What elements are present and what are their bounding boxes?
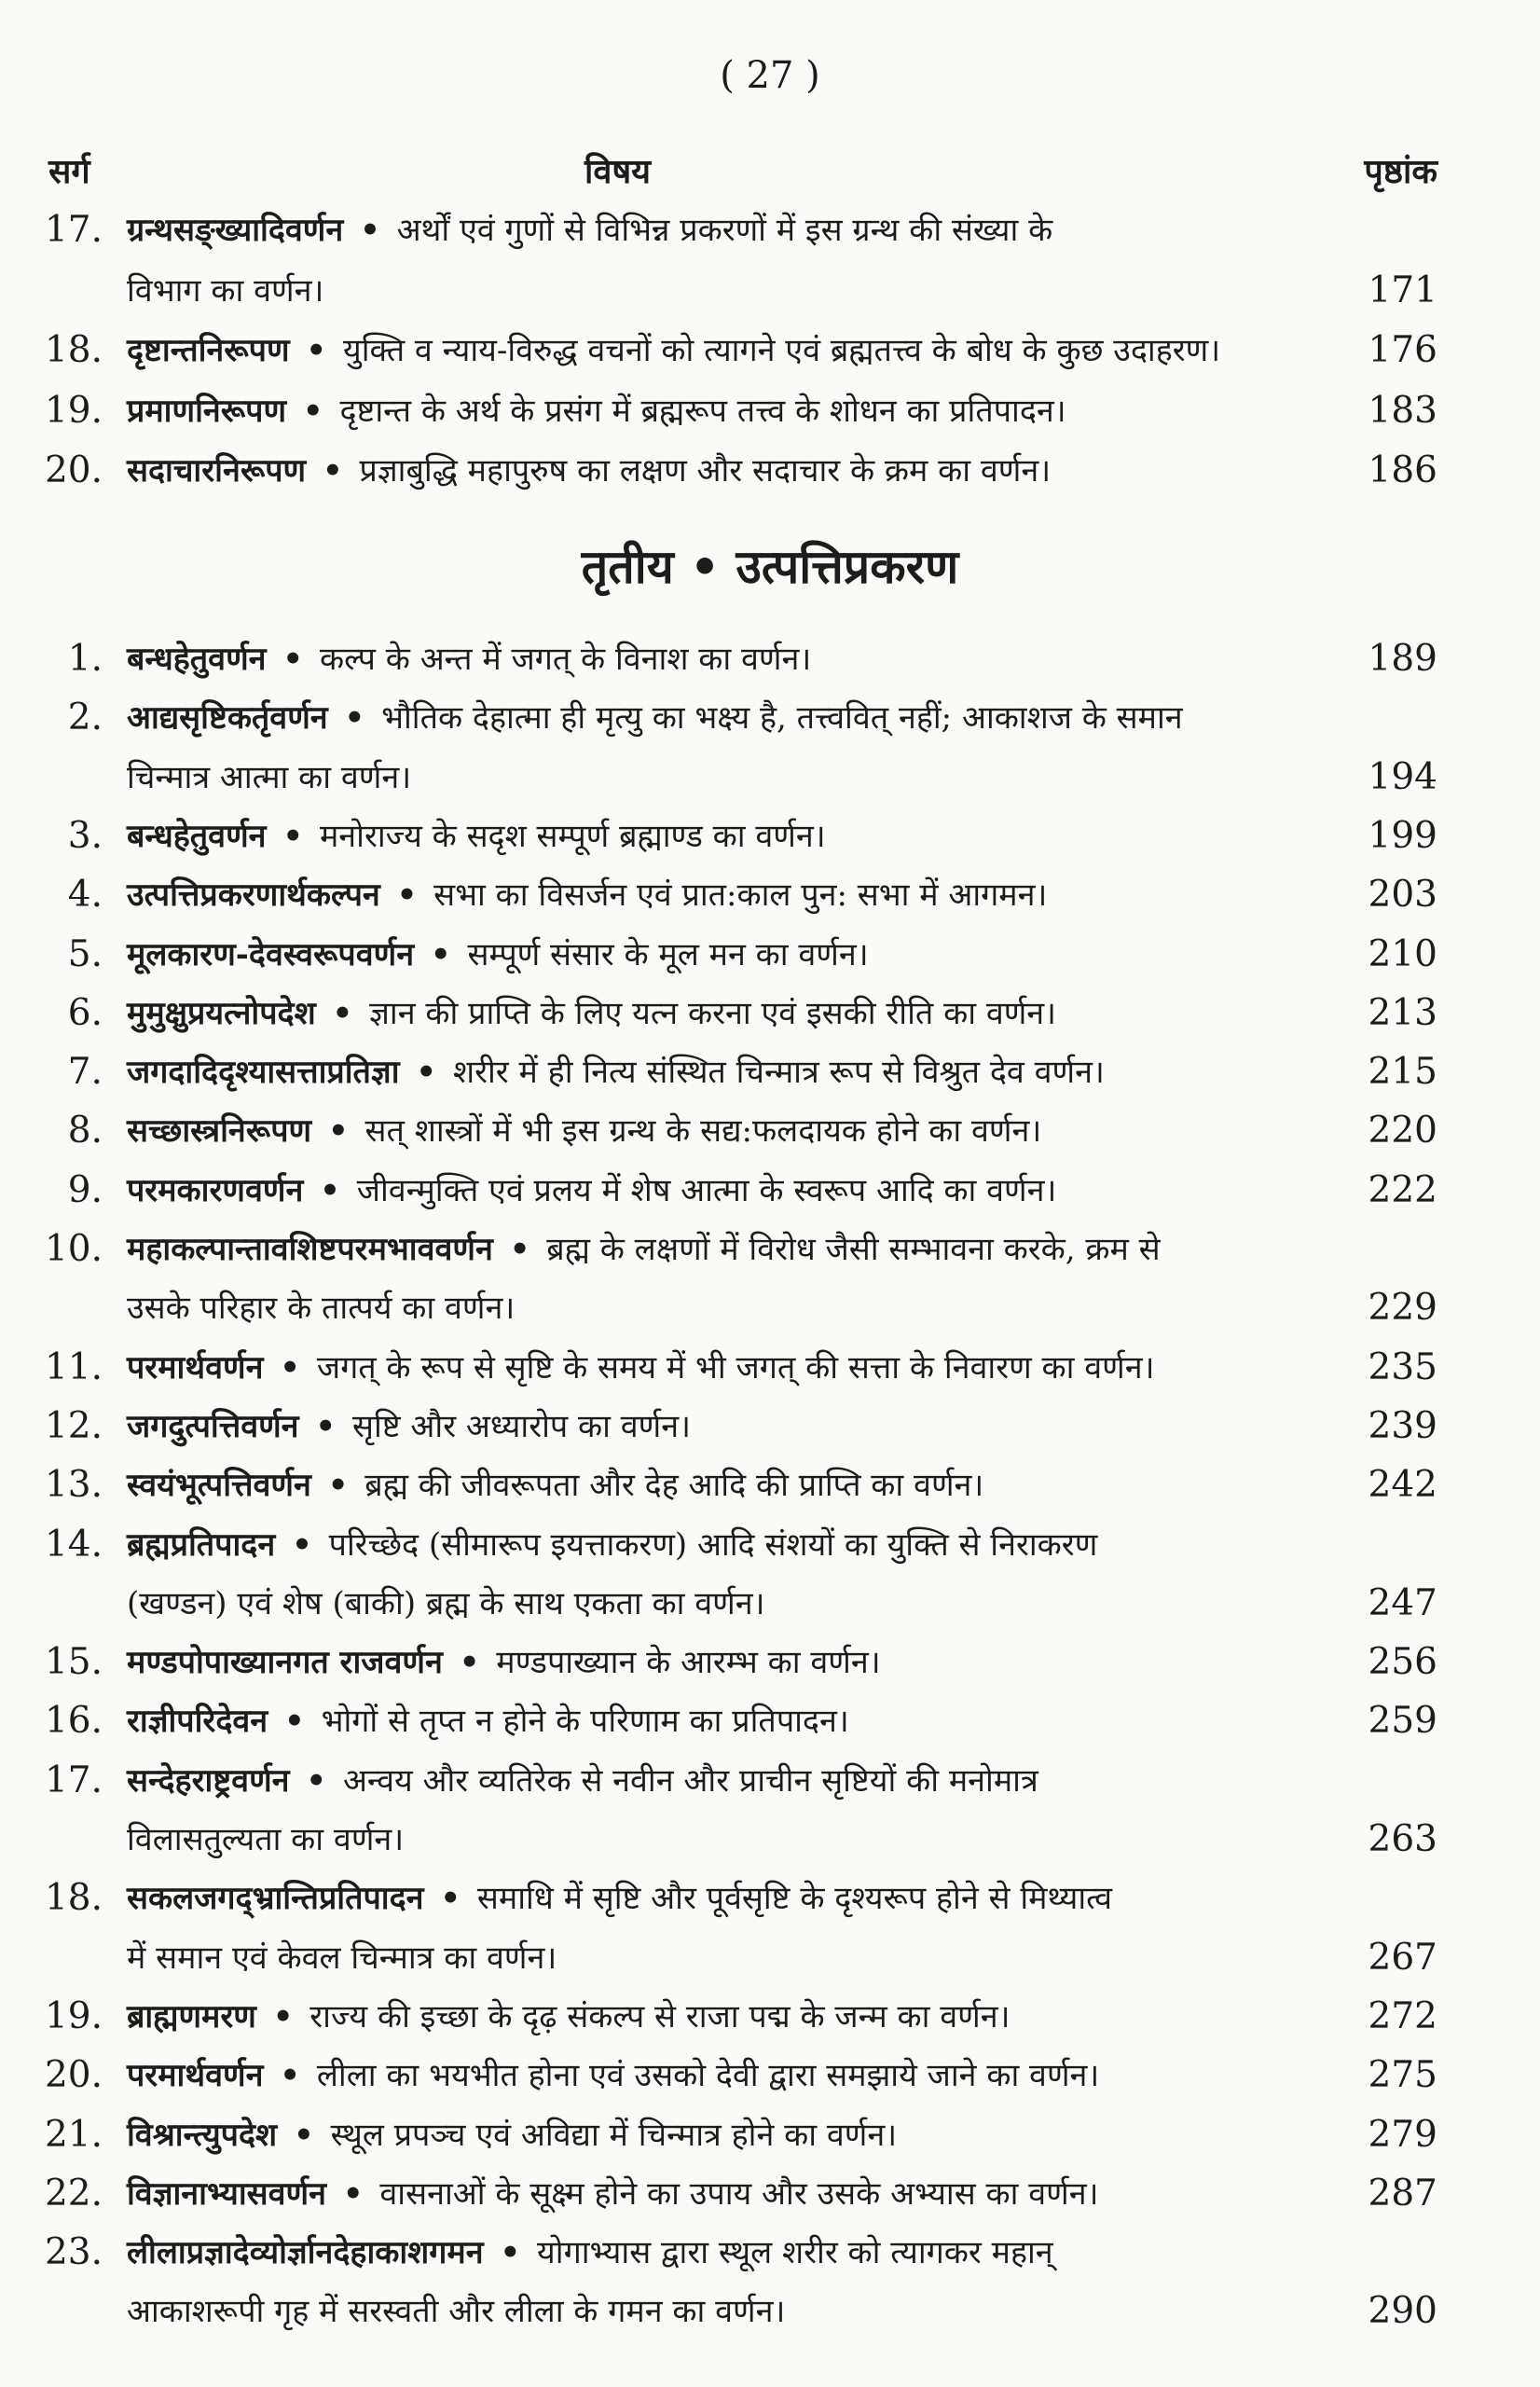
entry-description: परिच्छेद (सीमारूप इयत्ताकरण) आदि संशयों का युक्ति से निराकरण bbox=[328, 1525, 1098, 1564]
header-prishthank: पृष्ठांक bbox=[1364, 152, 1437, 191]
entry-page-number: 210 bbox=[1368, 932, 1437, 975]
entry-number: 18. bbox=[44, 329, 103, 371]
entry-title: जगदादिदृश्यासत्ताप्रतिज्ञा bbox=[127, 1054, 400, 1092]
entry-number: 14. bbox=[44, 1523, 103, 1566]
entry-page-number: 203 bbox=[1368, 874, 1437, 917]
entry-title: विश्रान्त्युपदेश bbox=[127, 2116, 278, 2154]
entry-title: मण्डपोपाख्यानगत राजवर्णन bbox=[127, 1644, 443, 1682]
entry-title: ब्राह्मणमरण bbox=[127, 1997, 256, 2035]
entry-page-number: 183 bbox=[1368, 389, 1437, 432]
entry-text-line bbox=[127, 382, 1066, 440]
header-sarg: सर्ग bbox=[48, 152, 90, 191]
bullet-separator: • bbox=[488, 2234, 532, 2272]
entry-description: अर्थों एवं गुणों से विभिन्न प्रकरणों में इस ग्रन्थ की संख्या के bbox=[396, 212, 1053, 249]
entry-text-line: (खण्डन) एवं शेष (बाकी) ब्रह्म के साथ एकता का वर्णन। bbox=[127, 1584, 765, 1622]
entry-description: शरीर में ही नित्य संस्थित चिन्मात्र रूप से विश्रुत देव वर्णन। bbox=[452, 1054, 1105, 1092]
entry-title: जगदुत्पत्तिवर्णन bbox=[127, 1407, 299, 1445]
entry-number: 20. bbox=[44, 2054, 103, 2097]
entry-title: ब्रह्मप्रतिपादन bbox=[127, 1525, 276, 1564]
entry-page-number: 229 bbox=[1368, 1287, 1437, 1330]
entry-description: अन्वय और व्यतिरेक से नवीन और प्राचीन सृष्टियों की मनोमात्र bbox=[342, 1761, 1038, 1800]
entry-text-line bbox=[127, 807, 826, 865]
bullet-separator: • bbox=[292, 392, 335, 430]
entry-text-line bbox=[127, 1102, 1041, 1160]
bullet-separator: • bbox=[405, 1054, 447, 1092]
entry-text-line bbox=[127, 2165, 1098, 2223]
bullet-separator: • bbox=[419, 935, 462, 973]
entry-description: दृष्टान्त के अर्थ के प्रसंग में ब्रह्मरूप तत्त्व के शोधन का प्रतिपादन। bbox=[339, 392, 1066, 430]
entry-page-number: 259 bbox=[1368, 1700, 1437, 1743]
entry-text-line: आकाशरूपी गृह में सरस्वती और लीला के गमन का वर्णन। bbox=[127, 2293, 786, 2331]
entry-number: 18. bbox=[44, 1877, 103, 1920]
entry-number: 23. bbox=[44, 2231, 103, 2274]
entry-description: राज्य की इच्छा के दृढ़ संकल्प से राजा पद्म के जन्म का वर्णन। bbox=[309, 1997, 1011, 2035]
bullet-separator: • bbox=[385, 876, 429, 915]
entry-number: 4. bbox=[67, 874, 103, 917]
entry-page-number: 171 bbox=[1368, 269, 1437, 311]
entry-page-number: 199 bbox=[1368, 814, 1437, 857]
entry-title: महाकल्पान्तावशिष्टपरमभाववर्णन bbox=[127, 1231, 493, 1268]
entry-number: 20. bbox=[44, 449, 103, 491]
entry-title: परमकारणवर्णन bbox=[127, 1171, 304, 1209]
entry-description: सम्पूर्ण संसार के मूल मन का वर्णन। bbox=[467, 935, 869, 973]
entry-page-number: 267 bbox=[1368, 1936, 1437, 1979]
entry-title: लीलाप्रज्ञादेव्योर्ज्ञानदेहाकाशगमन bbox=[127, 2234, 484, 2272]
entry-page-number: 287 bbox=[1368, 2172, 1437, 2215]
entry-number: 19. bbox=[44, 389, 103, 432]
entry-page-number: 263 bbox=[1368, 1818, 1437, 1860]
section-heading: तृतीय • उत्पत्तिप्रकरण bbox=[581, 539, 959, 594]
entry-description: मनोराज्य के सदृश सम्पूर्ण ब्रह्माण्ड का वर्णन। bbox=[319, 817, 826, 855]
entry-description: युक्ति व न्याय-विरुद्ध वचनों को त्यागने एवं ब्रह्मतत्त्व के बोध के कुछ उदाहरण। bbox=[342, 332, 1221, 369]
entry-page-number: 186 bbox=[1368, 449, 1437, 491]
entry-page-number: 194 bbox=[1368, 755, 1437, 798]
entry-title: प्रमाणनिरूपण bbox=[127, 392, 287, 430]
entry-text-line bbox=[127, 1339, 1154, 1397]
entry-text-line: चिन्मात्र आत्मा का वर्णन। bbox=[127, 758, 412, 796]
entry-title: उत्पत्तिप्रकरणार्थकल्पन bbox=[127, 876, 380, 915]
entry-title: स्वयंभूत्पत्तिवर्णन bbox=[127, 1467, 311, 1505]
entry-description: प्रज्ञाबुद्धि महापुरुष का लक्षण और सदाचार के क्रम का वर्णन। bbox=[359, 452, 1052, 490]
entry-title: मूलकारण-देवस्वरूपवर्णन bbox=[127, 935, 415, 973]
entry-number: 12. bbox=[44, 1404, 103, 1447]
bullet-separator: • bbox=[429, 1880, 472, 1918]
table-header bbox=[48, 147, 1437, 194]
bullet-separator: • bbox=[271, 817, 314, 855]
entry-description: भोगों से तृप्त न होने के परिणाम का प्रतिपादन। bbox=[321, 1703, 849, 1741]
entry-text-line: उसके परिहार के तात्पर्य का वर्णन। bbox=[127, 1290, 516, 1328]
entry-number: 10. bbox=[44, 1228, 103, 1270]
bullet-separator: • bbox=[268, 2057, 311, 2095]
entry-text-line bbox=[127, 1988, 1011, 2046]
entry-description: ब्रह्म की जीवरूपता और देह आदि की प्राप्ति का वर्णन। bbox=[364, 1467, 984, 1505]
bullet-separator: • bbox=[281, 1525, 323, 1564]
bullet-separator: • bbox=[447, 1644, 491, 1682]
entry-title: विज्ञानाभ्यासवर्णन bbox=[127, 2174, 326, 2213]
entry-description: लीला का भयभीत होना एवं उसको देवी द्वारा समझाये जाने का वर्णन। bbox=[316, 2057, 1100, 2095]
entry-text-line bbox=[127, 1516, 1097, 1574]
bullet-separator: • bbox=[333, 699, 377, 738]
entry-description: ब्रह्म के लक्षणों में विरोध जैसी सम्भावना करके, क्रम से bbox=[546, 1231, 1161, 1268]
entry-title: परमार्थवर्णन bbox=[127, 1348, 264, 1387]
entry-text-line bbox=[127, 1692, 849, 1750]
entry-description: योगाभ्यास द्वारा स्थूल शरीर को त्यागकर महान् bbox=[537, 2234, 1053, 2272]
entry-description: ज्ञान की प्राप्ति के लिए यत्न करना एवं इसकी रीति का वर्णन। bbox=[369, 994, 1057, 1032]
entry-number: 5. bbox=[67, 932, 103, 975]
entry-number: 7. bbox=[67, 1051, 103, 1094]
entry-number: 3. bbox=[67, 814, 103, 857]
entry-page-number: 275 bbox=[1368, 2054, 1437, 2097]
entry-page-number: 220 bbox=[1368, 1110, 1437, 1152]
entry-text-line bbox=[127, 1398, 691, 1456]
entry-title: मुमुक्षुप्रयत्नोपदेश bbox=[127, 994, 316, 1032]
entry-number: 6. bbox=[67, 991, 103, 1034]
entry-title: सच्छास्त्रनिरूपण bbox=[127, 1112, 312, 1151]
header-vishay: विषय bbox=[584, 152, 652, 191]
entry-page-number: 176 bbox=[1368, 329, 1437, 371]
entry-description: स्थूल प्रपञ्च एवं अविद्या में चिन्मात्र होने का वर्णन। bbox=[330, 2116, 898, 2154]
entry-title: दृष्टान्तनिरूपण bbox=[127, 332, 290, 369]
entry-text-line bbox=[127, 2224, 1053, 2282]
entry-text-line: विलासतुल्यता का वर्णन। bbox=[127, 1821, 405, 1858]
entry-number: 21. bbox=[44, 2113, 103, 2156]
bullet-separator: • bbox=[498, 1231, 542, 1268]
entry-number: 19. bbox=[44, 1994, 103, 2037]
entry-text-line bbox=[127, 1456, 983, 1514]
entry-text-line: विभाग का वर्णन। bbox=[127, 271, 324, 310]
entry-text-line bbox=[127, 1162, 1056, 1220]
bullet-separator: • bbox=[317, 1112, 360, 1151]
entry-page-number: 279 bbox=[1368, 2113, 1437, 2156]
entry-page-number: 222 bbox=[1368, 1168, 1437, 1211]
entry-number: 13. bbox=[44, 1464, 103, 1507]
bullet-separator: • bbox=[349, 212, 392, 249]
bullet-separator: • bbox=[316, 1467, 360, 1505]
bullet-separator: • bbox=[282, 2116, 325, 2154]
bullet-separator: • bbox=[309, 1171, 351, 1209]
entry-description: जगत् के रूप से सृष्टि के समय में भी जगत् की सत्ता के निवारण का वर्णन। bbox=[316, 1348, 1155, 1387]
entry-text-line bbox=[127, 201, 1052, 259]
entry-page-number: 247 bbox=[1368, 1581, 1437, 1624]
entry-title: सकलजगद्भ्रान्तिप्रतिपादन bbox=[127, 1880, 424, 1918]
entry-number: 2. bbox=[67, 697, 103, 739]
entry-number: 8. bbox=[67, 1110, 103, 1152]
entry-text-line bbox=[127, 1870, 1112, 1927]
bullet-separator: • bbox=[295, 1761, 337, 1800]
bullet-separator: • bbox=[321, 994, 364, 1032]
entry-page-number: 290 bbox=[1368, 2290, 1437, 2333]
bullet-separator: • bbox=[311, 452, 354, 490]
entry-page-number: 215 bbox=[1368, 1051, 1437, 1094]
entry-page-number: 213 bbox=[1368, 991, 1437, 1034]
page-number: ( 27 ) bbox=[720, 54, 820, 97]
entry-description: सृष्टि और अध्यारोप का वर्णन। bbox=[351, 1407, 692, 1445]
entry-title: बन्धहेतुवर्णन bbox=[127, 641, 267, 678]
entry-page-number: 242 bbox=[1368, 1464, 1437, 1507]
entry-text-line bbox=[127, 630, 811, 688]
entry-text-line bbox=[127, 2047, 1099, 2104]
bullet-separator: • bbox=[304, 1407, 347, 1445]
entry-title: सन्देहराष्ट्रवर्णन bbox=[127, 1761, 290, 1800]
entry-page-number: 239 bbox=[1368, 1404, 1437, 1447]
entry-title: राज्ञीपरिदेवन bbox=[127, 1703, 268, 1741]
entry-title: सदाचारनिरूपण bbox=[127, 452, 307, 490]
bullet-separator: • bbox=[332, 2174, 375, 2213]
bullet-separator: • bbox=[261, 1997, 305, 2035]
entry-text-line bbox=[127, 1634, 881, 1691]
entry-description: वासनाओं के सूक्ष्म होने का उपाय और उसके अभ्यास का वर्णन। bbox=[379, 2174, 1099, 2213]
entry-description: समाधि में सृष्टि और पूर्वसृष्टि के दृश्यरूप होने से मिथ्यात्व bbox=[476, 1880, 1113, 1918]
entry-number: 22. bbox=[44, 2172, 103, 2215]
entry-page-number: 235 bbox=[1368, 1345, 1437, 1388]
entry-description: कल्प के अन्त में जगत् के विनाश का वर्णन। bbox=[319, 641, 812, 678]
bullet-separator: • bbox=[295, 332, 337, 369]
entry-text-line: में समान एवं केवल चिन्मात्र का वर्णन। bbox=[127, 1939, 557, 1977]
entry-description: जीवन्मुक्ति एवं प्रलय में शेष आत्मा के स्वरूप आदि का वर्णन। bbox=[356, 1171, 1057, 1209]
entry-page-number: 256 bbox=[1368, 1641, 1437, 1684]
entry-number: 17. bbox=[44, 209, 103, 251]
entry-number: 11. bbox=[44, 1345, 103, 1388]
entry-description: सत् शास्त्रों में भी इस ग्रन्थ के सद्य:फलदायक होने का वर्णन। bbox=[364, 1112, 1042, 1151]
entry-number: 1. bbox=[67, 638, 103, 680]
entry-text-line bbox=[127, 1221, 1161, 1278]
entry-number: 17. bbox=[44, 1759, 103, 1801]
entry-title: बन्धहेतुवर्णन bbox=[127, 817, 267, 855]
entry-text-line bbox=[127, 2106, 897, 2164]
entry-number: 9. bbox=[67, 1168, 103, 1211]
entry-text-line bbox=[127, 926, 869, 984]
entry-text-line bbox=[127, 1043, 1105, 1101]
entry-text-line bbox=[127, 442, 1051, 500]
entry-text-line bbox=[127, 322, 1220, 379]
entry-text-line bbox=[127, 1752, 1038, 1810]
entry-number: 15. bbox=[44, 1641, 103, 1684]
entry-title: आद्यसृष्टिकर्तृवर्णन bbox=[127, 699, 328, 738]
entry-description: मण्डपाख्यान के आरम्भ का वर्णन। bbox=[496, 1644, 881, 1682]
entry-description: भौतिक देहात्मा ही मृत्यु का भक्ष्य है, तत्त्ववित् नहीं; आकाशज के समान bbox=[381, 699, 1183, 738]
entry-title: परमार्थवर्णन bbox=[127, 2057, 264, 2095]
entry-page-number: 272 bbox=[1368, 1994, 1437, 2037]
entry-text-line bbox=[127, 866, 1047, 924]
entry-description: सभा का विसर्जन एवं प्रात:काल पुन: सभा में आगमन। bbox=[433, 876, 1048, 915]
entry-text-line bbox=[127, 985, 1056, 1042]
bullet-separator: • bbox=[271, 641, 314, 678]
entry-number: 16. bbox=[44, 1700, 103, 1743]
entry-title: ग्रन्थसङ्ख्यादिवर्णन bbox=[127, 212, 344, 249]
entry-text-line bbox=[127, 689, 1183, 747]
bullet-separator: • bbox=[273, 1703, 316, 1741]
bullet-separator: • bbox=[268, 1348, 311, 1387]
entry-page-number: 189 bbox=[1368, 638, 1437, 680]
